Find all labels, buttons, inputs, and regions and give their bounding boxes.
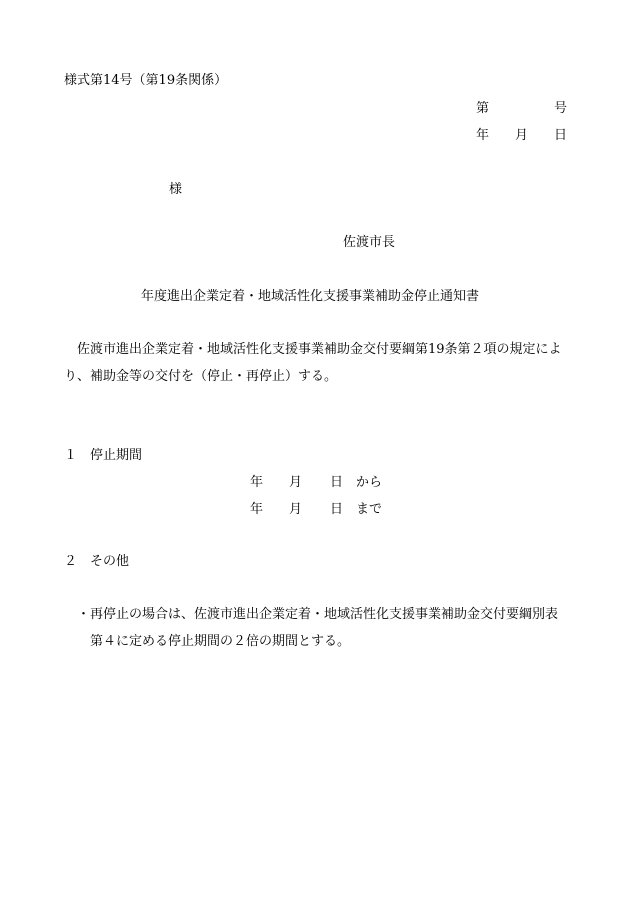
- date-year: 年: [476, 128, 490, 143]
- date-month: 月: [515, 128, 529, 143]
- body-text-line-2: り、補助金等の交付を（停止・再停止）する。: [64, 369, 338, 384]
- period-from-month: 月: [289, 475, 303, 490]
- section-2-heading: ２ その他: [64, 554, 130, 569]
- document-number-suffix: 号: [554, 101, 568, 116]
- period-to-year: 年: [250, 502, 264, 517]
- body-text-line-1: 佐渡市進出企業定着・地域活性化支援事業補助金交付要綱第19条第２項の規定によ: [77, 342, 562, 357]
- period-to-suffix: まで: [356, 502, 383, 517]
- section-1-heading: １ 停止期間: [64, 448, 143, 463]
- document-title: 年度進出企業定着・地域活性化支援事業補助金停止通知書: [141, 289, 480, 304]
- period-from-suffix: から: [356, 475, 383, 490]
- document-number-prefix: 第: [476, 101, 490, 116]
- addressee-honorific: 様: [169, 182, 183, 197]
- period-from-day: 日: [330, 475, 344, 490]
- form-number-label: 様式第14号（第19条関係）: [64, 73, 228, 88]
- section-2-note-line-2: 第４に定める停止期間の２倍の期間とする。: [90, 634, 351, 649]
- period-to-day: 日: [330, 502, 344, 517]
- section-2-note-line-1: ・再停止の場合は、佐渡市進出企業定着・地域活性化支援事業補助金交付要綱別表: [77, 607, 559, 622]
- date-day: 日: [554, 128, 568, 143]
- sender-title: 佐渡市長: [343, 235, 396, 250]
- period-from-year: 年: [250, 475, 264, 490]
- period-to-month: 月: [289, 502, 303, 517]
